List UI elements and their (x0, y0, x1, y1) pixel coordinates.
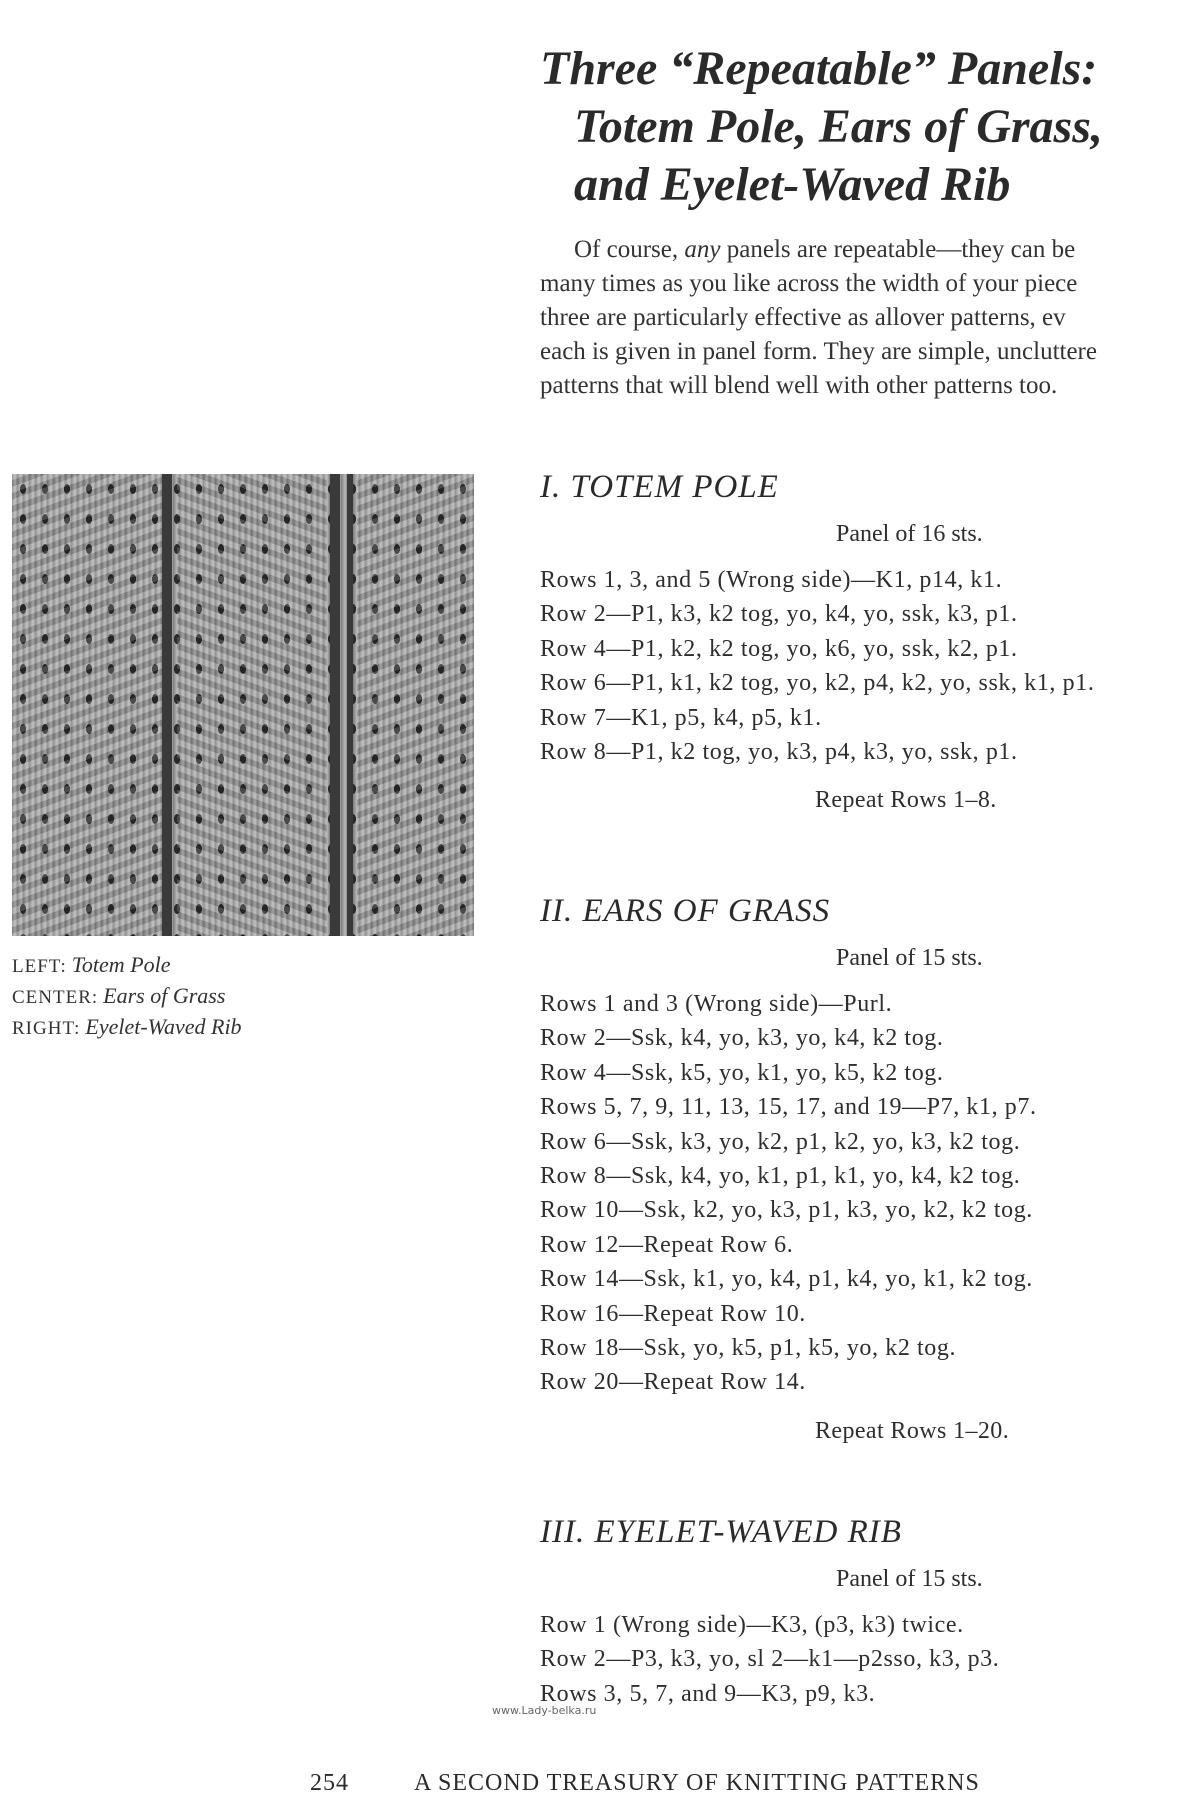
caption-label: RIGHT: (12, 1018, 81, 1039)
knitting-swatch-photo (12, 474, 474, 936)
row-instructions (540, 987, 1198, 1400)
row-instructions (540, 1608, 1198, 1711)
row-instruction: Rows 1 and 3 (Wrong side)—Purl. (540, 991, 893, 1017)
section-totem-pole (540, 467, 1198, 815)
row-instruction: Row 1 (Wrong side)—K3, (p3, k3) twice. (540, 1612, 964, 1638)
title-line-1: Three “Repeatable” Panels: (540, 42, 1098, 95)
caption-line (12, 1012, 472, 1043)
section-heading: II. EARS OF GRASS (540, 893, 831, 929)
row-instruction: Row 6—P1, k1, k2 tog, yo, k2, p4, k2, yo, ssk, k1, p1. (540, 670, 1095, 697)
intro-line-3: three are particularly effective as allover patterns, ev (540, 304, 1066, 331)
caption-line (12, 981, 472, 1012)
row-instruction: Row 6—Ssk, k3, yo, k2, p1, k2, yo, k3, k2 tog. (540, 1128, 1021, 1155)
caption-line (12, 950, 472, 981)
caption-name: Totem Pole (71, 952, 171, 977)
intro-paragraph (540, 233, 1198, 403)
section-heading: III. EYELET-WAVED RIB (540, 1514, 902, 1550)
row-instruction: Row 16—Repeat Row 10. (540, 1300, 806, 1327)
page-title (540, 40, 1180, 214)
row-instruction: Row 18—Ssk, yo, k5, p1, k5, yo, k2 tog. (540, 1335, 957, 1362)
caption-name: Ears of Grass (103, 983, 226, 1008)
row-instruction: Rows 3, 5, 7, and 9—K3, p9, k3. (540, 1680, 876, 1707)
intro-line-1 (540, 233, 1198, 267)
repeat-instruction: Repeat Rows 1–20. (815, 1417, 1010, 1444)
row-instruction: Row 2—P3, k3, yo, sl 2—k1—p2sso, k3, p3. (540, 1646, 1000, 1673)
row-instruction: Rows 5, 7, 9, 11, 13, 15, 17, and 19—P7, k1, p7. (540, 1094, 1037, 1121)
caption-label: LEFT: (12, 956, 67, 977)
section-eyelet-waved-rib (540, 1512, 1198, 1711)
repeat-instruction: Repeat Rows 1–8. (815, 787, 997, 814)
watermark-link[interactable]: www.Lady-belka.ru (492, 1704, 597, 1717)
panel-size: Panel of 16 sts. (836, 521, 983, 547)
panel-size: Panel of 15 sts. (836, 1566, 983, 1592)
row-instruction: Rows 1, 3, and 5 (Wrong side)—K1, p14, k1. (540, 567, 1003, 593)
row-instruction: Row 4—P1, k2, k2 tog, yo, k6, yo, ssk, k2, p1. (540, 635, 1018, 662)
row-instruction: Row 20—Repeat Row 14. (540, 1369, 806, 1396)
intro-line-1-after: panels are repeatable—they can be (720, 236, 1076, 263)
swatch-totem-pole-area (12, 474, 162, 936)
row-instruction: Row 8—Ssk, k4, yo, k1, p1, k1, yo, k4, k2 tog. (540, 1163, 1021, 1190)
row-instruction: Row 12—Repeat Row 6. (540, 1231, 794, 1258)
row-instruction: Row 2—Ssk, k4, yo, k3, yo, k4, k2 tog. (540, 1025, 944, 1052)
caption-label: CENTER: (12, 987, 99, 1008)
row-instruction: Row 14—Ssk, k1, yo, k4, p1, k4, yo, k1, k2 tog. (540, 1266, 1033, 1293)
book-title: A SECOND TREASURY OF KNITTING PATTERNS (414, 1770, 980, 1796)
swatch-divider-rib (330, 474, 340, 936)
row-instruction: Row 10—Ssk, k2, yo, k3, p1, k3, yo, k2, k2 tog. (540, 1197, 1033, 1224)
section-heading: I. TOTEM POLE (540, 469, 779, 505)
swatch-divider-rib (347, 474, 353, 936)
swatch-ears-of-grass-area (177, 474, 327, 936)
photo-caption (12, 950, 472, 1043)
intro-line-5: patterns that will blend well with other patterns too. (540, 372, 1058, 399)
section-ears-of-grass (540, 891, 1198, 1446)
swatch-divider-rib (162, 474, 172, 936)
intro-line-4: each is given in panel form. They are simple, uncluttere (540, 338, 1097, 365)
row-instructions (540, 563, 1198, 769)
row-instruction: Row 2—P1, k3, k2 tog, yo, k4, yo, ssk, k3, p1. (540, 601, 1018, 628)
swatch-eyelet-waved-rib-area (357, 474, 474, 936)
caption-name: Eyelet-Waved Rib (85, 1014, 242, 1039)
row-instruction: Row 4—Ssk, k5, yo, k1, yo, k5, k2 tog. (540, 1059, 944, 1086)
panel-size: Panel of 15 sts. (836, 945, 983, 971)
page-number: 254 (310, 1770, 349, 1796)
title-line-2: Totem Pole, Ears of Grass, (574, 100, 1103, 153)
intro-line-2: many times as you like across the width of your piece (540, 270, 1078, 297)
row-instruction: Row 8—P1, k2 tog, yo, k3, p4, k3, yo, ssk, p1. (540, 739, 1018, 766)
row-instruction: Row 7—K1, p5, k4, p5, k1. (540, 704, 822, 731)
intro-line-1-before: Of course, (574, 236, 685, 263)
title-line-3: and Eyelet-Waved Rib (574, 158, 1011, 211)
intro-emphasis: any (684, 236, 721, 263)
